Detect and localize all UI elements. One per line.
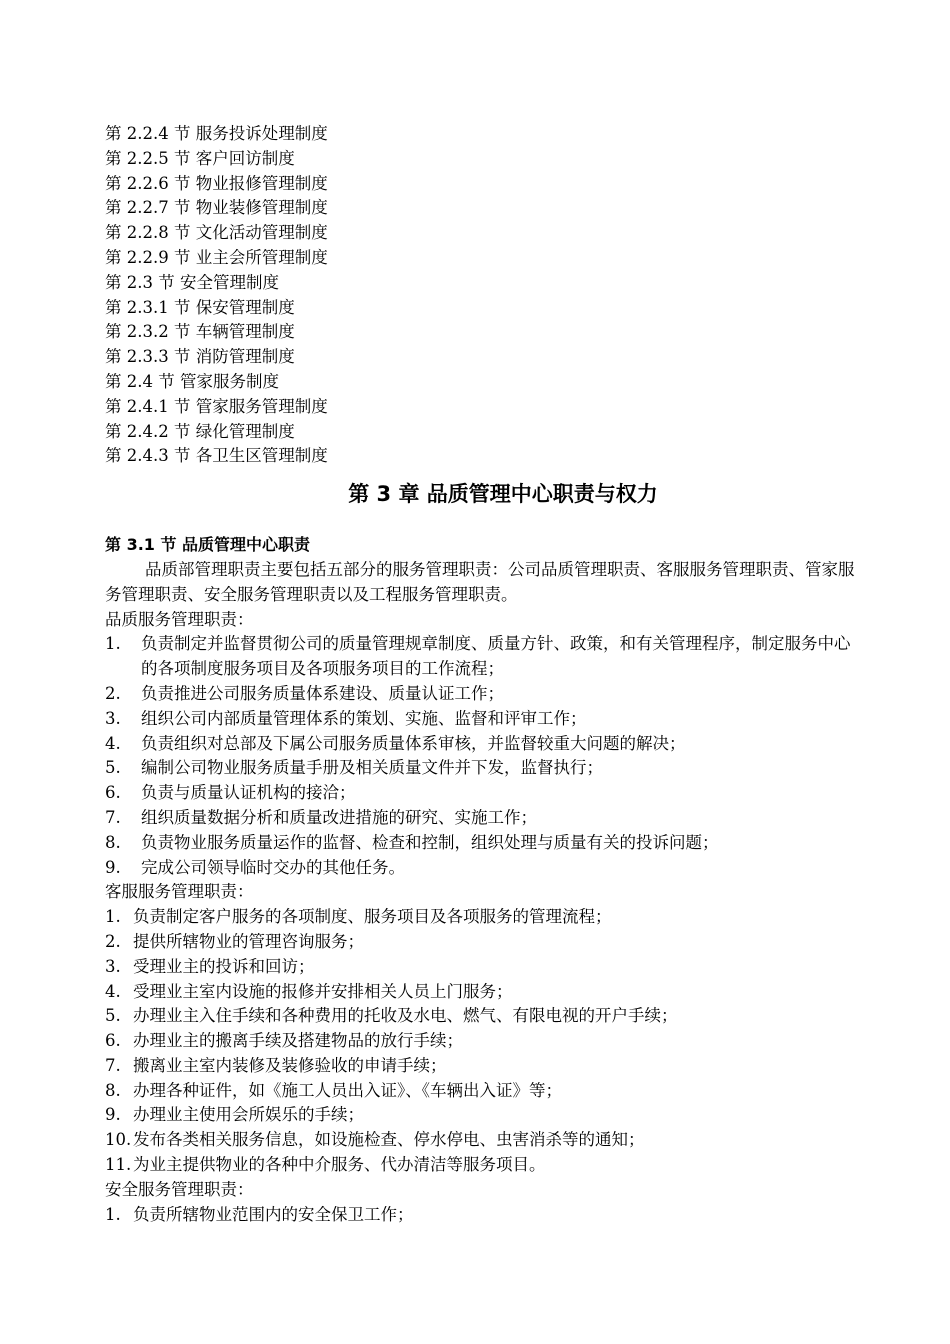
item-text: 负责制定客户服务的各项制度、服务项目及各项服务的管理流程； [133, 907, 612, 927]
item-number: 4. [105, 981, 121, 1001]
security-list [105, 1203, 865, 1228]
document-page [105, 122, 865, 1227]
list-item [105, 905, 865, 930]
toc-entry: 第 2.2.7 节 物业装修管理制度 [105, 198, 328, 218]
item-text: 负责与质量认证机构的接洽； [141, 783, 356, 803]
item-text: 负责制定并监督贯彻公司的质量管理规章制度、质量方针、政策，和有关管理程序，制定服务中心的各项制度服务项目及各项服务项目的工作流程； [141, 634, 851, 679]
list-item [105, 756, 865, 781]
item-text: 负责所辖物业范围内的安全保卫工作； [133, 1204, 414, 1224]
item-text: 受理业主室内设施的报修并安排相关人员上门服务； [133, 981, 513, 1001]
item-text: 办理各种证件，如《施工人员出入证》、《车辆出入证》等； [133, 1080, 562, 1100]
toc-entry: 第 2.2.9 节 业主会所管理制度 [105, 247, 328, 267]
list-item [105, 930, 865, 955]
section-title: 第 3.1 节 品质管理中心职责 [105, 535, 311, 555]
item-number: 2. [105, 683, 121, 703]
toc-entry: 第 2.3 节 安全管理制度 [105, 272, 279, 292]
toc-entry: 第 2.2.6 节 物业报修管理制度 [105, 173, 328, 193]
list-item [105, 1203, 865, 1228]
toc-list [105, 122, 865, 469]
list-item [105, 1054, 865, 1079]
intro-paragraph: 品质部管理职责主要包括五部分的服务管理职责：公司品质管理职责、客服服务管理职责、管家服务管理职责、安全服务管理职责以及工程服务管理职责。 [105, 559, 855, 604]
toc-entry: 第 2.4.2 节 绿化管理制度 [105, 421, 295, 441]
item-number: 1. [105, 907, 121, 927]
item-text: 办理业主的搬离手续及搭建物品的放行手续； [133, 1031, 463, 1051]
item-number: 5. [105, 758, 121, 778]
toc-entry: 第 2.2.4 节 服务投诉处理制度 [105, 124, 328, 143]
toc-entry: 第 2.2.5 节 客户回访制度 [105, 148, 295, 168]
list-item [105, 1079, 865, 1104]
item-number: 9. [105, 1105, 121, 1125]
item-number: 9. [105, 857, 121, 877]
list-item [105, 955, 865, 980]
list-item [105, 1103, 865, 1128]
quality-list [105, 632, 865, 880]
chapter-title: 第 3 章 品质管理中心职责与权力 [348, 482, 658, 507]
item-number: 6. [105, 1031, 121, 1051]
item-text: 提供所辖物业的管理咨询服务； [133, 931, 364, 951]
toc-entry: 第 2.4.3 节 各卫生区管理制度 [105, 446, 328, 466]
list-item [105, 856, 865, 881]
toc-entry: 第 2.2.8 节 文化活动管理制度 [105, 223, 328, 243]
list-item [105, 806, 865, 831]
item-number: 11. [105, 1155, 132, 1175]
item-number: 7. [105, 807, 121, 827]
list-item [105, 1029, 865, 1054]
toc-entry: 第 2.3.1 节 保安管理制度 [105, 297, 295, 317]
item-number: 1. [105, 1204, 121, 1224]
list-item [105, 707, 865, 732]
item-text: 发布各类相关服务信息，如设施检查、停水停电、虫害消杀等的通知； [133, 1130, 645, 1150]
item-text: 编制公司物业服务质量手册及相关质量文件并下发，监督执行； [141, 758, 603, 778]
list-item [105, 831, 865, 856]
list-item [105, 732, 865, 757]
toc-entry: 第 2.3.2 节 车辆管理制度 [105, 322, 295, 342]
list-item [105, 632, 865, 682]
toc-entry: 第 2.4.1 节 管家服务管理制度 [105, 396, 328, 416]
item-text: 组织质量数据分析和质量改进措施的研究、实施工作； [141, 807, 537, 827]
item-number: 3. [105, 708, 121, 728]
item-number: 7. [105, 1055, 121, 1075]
item-text: 搬离业主室内装修及装修验收的申请手续； [133, 1055, 447, 1075]
item-text: 办理业主入住手续和各种费用的托收及水电、燃气、有限电视的开户手续； [133, 1006, 678, 1026]
item-number: 8. [105, 1080, 121, 1100]
list-item [105, 1004, 865, 1029]
list-item [105, 1128, 865, 1153]
customer-heading: 客服服务管理职责： [105, 882, 254, 902]
toc-entry: 第 2.3.3 节 消防管理制度 [105, 347, 295, 367]
item-number: 5. [105, 1006, 121, 1026]
item-text: 负责物业服务质量运作的监督、检查和控制，组织处理与质量有关的投诉问题； [141, 832, 719, 852]
toc-entry: 第 2.4 节 管家服务制度 [105, 371, 279, 391]
quality-heading: 品质服务管理职责： [105, 609, 254, 629]
item-text: 负责推进公司服务质量体系建设、质量认证工作； [141, 683, 504, 703]
list-item [105, 781, 865, 806]
list-item [105, 682, 865, 707]
item-text: 受理业主的投诉和回访； [133, 956, 315, 976]
item-text: 为业主提供物业的各种中介服务、代办清洁等服务项目。 [133, 1155, 546, 1175]
item-number: 8. [105, 832, 121, 852]
item-number: 10. [105, 1130, 132, 1150]
item-number: 4. [105, 733, 121, 753]
item-text: 办理业主使用会所娱乐的手续； [133, 1105, 364, 1125]
item-number: 3. [105, 956, 121, 976]
item-number: 2. [105, 931, 121, 951]
security-heading: 安全服务管理职责： [105, 1179, 254, 1199]
list-item [105, 980, 865, 1005]
item-text: 负责组织对总部及下属公司服务质量体系审核，并监督较重大问题的解决； [141, 733, 686, 753]
item-text: 组织公司内部质量管理体系的策划、实施、监督和评审工作； [141, 708, 587, 728]
customer-list [105, 905, 865, 1178]
list-item [105, 1153, 865, 1178]
item-number: 1. [105, 634, 121, 654]
item-text: 完成公司领导临时交办的其他任务。 [141, 857, 405, 877]
item-number: 6. [105, 783, 121, 803]
